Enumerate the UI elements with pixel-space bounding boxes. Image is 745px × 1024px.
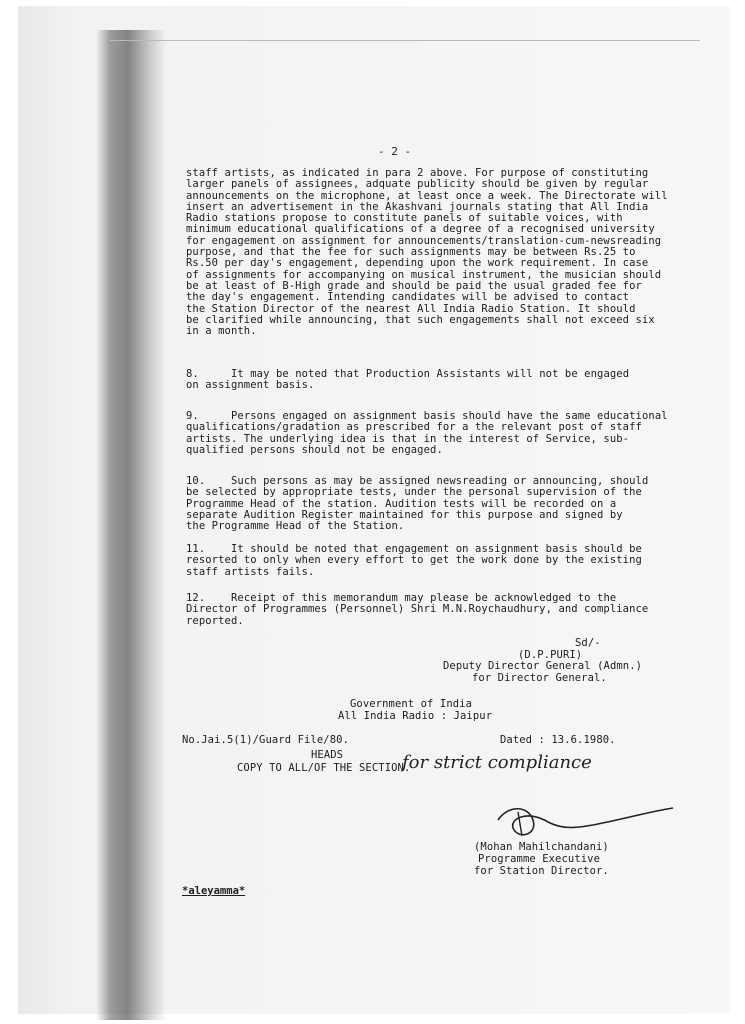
para-number: 9. bbox=[186, 410, 199, 422]
paragraph-10 bbox=[186, 476, 648, 532]
text-line: Receipt of this memorandum may please be acknowledged to the bbox=[231, 592, 617, 604]
signatory-for: for Director General. bbox=[472, 672, 607, 684]
para-number: 8. bbox=[186, 368, 199, 380]
para-number: 11. bbox=[186, 543, 206, 555]
text-line: be selected by appropriate tests, under the personal supervision of the bbox=[186, 486, 642, 499]
para-number: 10. bbox=[186, 475, 206, 487]
text-line: qualified persons should not be engaged. bbox=[186, 443, 443, 456]
text-line: of assignments for accompanying on musical instrument, the musician should bbox=[186, 268, 662, 281]
text-line: Rs.50 per day's engagement, depending upon the work requirement. In case bbox=[186, 257, 649, 270]
text-line: purpose, and that the fee for such assignments may be between Rs.25 to bbox=[186, 246, 636, 259]
text-line: It may be noted that Production Assistants will not be engaged bbox=[231, 368, 630, 380]
paragraph-7-continued bbox=[186, 168, 668, 337]
text-line: staff artists, as indicated in para 2 above. For purpose of constituting bbox=[186, 167, 649, 179]
text-line: in a month. bbox=[186, 325, 257, 338]
text-line: insert an advertisement in the Akashvani journals stating that All India bbox=[186, 200, 649, 213]
photocopy-shadow bbox=[96, 30, 166, 1020]
text-line: the Programme Head of the Station. bbox=[186, 520, 405, 533]
text-line: artists. The underlying idea is that in the interest of Service, sub- bbox=[186, 432, 630, 445]
text-line: It should be noted that engagement on assignment basis should be bbox=[231, 543, 642, 555]
page-number: - 2 - bbox=[378, 145, 412, 158]
text-line: Such persons as may be assigned newsreading or announcing, should bbox=[231, 475, 649, 487]
text-line: qualifications/gradation as prescribed for a the relevant post of staff bbox=[186, 421, 642, 434]
text-line: minimum educational qualifications of a degree of a recognised university bbox=[186, 223, 655, 236]
text-line: Director of Programmes (Personnel) Shri M.N.Roychaudhury, and compliance bbox=[186, 603, 649, 616]
paragraph-11 bbox=[186, 544, 642, 578]
text-line: Radio stations propose to constitute panels of suitable voices, with bbox=[186, 212, 623, 225]
sig2-name: (Mohan Mahilchandani) bbox=[474, 841, 609, 853]
handwritten-note: for strict compliance bbox=[402, 752, 592, 773]
para-number: 12. bbox=[186, 592, 206, 604]
text-line: larger panels of assignees, adquate publicity should be given by regular bbox=[186, 178, 649, 191]
text-line: Persons engaged on assignment basis should have the same educational bbox=[231, 410, 668, 422]
text-line: announcements on the microphone, at least once a week. The Directorate will bbox=[186, 189, 668, 202]
text-line: resorted to only when every effort to get the work done by the existing bbox=[186, 554, 642, 567]
station-line: All India Radio : Jaipur bbox=[338, 710, 493, 722]
typist-initials: *aleyamma* bbox=[182, 885, 246, 897]
paragraph-12 bbox=[186, 593, 648, 627]
paragraph-9 bbox=[186, 411, 668, 456]
gov-line: Government of India bbox=[350, 698, 473, 710]
text-line: be clarified while announcing, that such engagements shall not exceed six bbox=[186, 313, 655, 326]
top-rule bbox=[110, 40, 700, 41]
signatory-designation: Deputy Director General (Admn.) bbox=[443, 660, 643, 672]
text-line: separate Audition Register maintained for this purpose and signed by bbox=[186, 508, 623, 521]
sig2-for: for Station Director. bbox=[474, 865, 609, 877]
copy-to-line: COPY TO ALL/OF THE SECTION. bbox=[237, 762, 411, 774]
sig2-designation: Programme Executive bbox=[478, 853, 601, 865]
sd-mark: Sd/- bbox=[575, 637, 601, 649]
text-line: be at least of B-High grade and should be paid the usual graded fee for bbox=[186, 279, 642, 292]
signatory-name: (D.P.PURI) bbox=[518, 649, 583, 661]
file-number: No.Jai.5(1)/Guard File/80. bbox=[182, 734, 349, 746]
text-line: the Station Director of the nearest All India Radio Station. It should bbox=[186, 302, 636, 315]
text-line: reported. bbox=[186, 614, 244, 627]
paragraph-8 bbox=[186, 369, 629, 392]
text-line: for engagement on assignment for announcements/translation-cum-newsreading bbox=[186, 234, 662, 247]
heads-insertion: HEADS bbox=[311, 749, 344, 761]
text-line: staff artists fails. bbox=[186, 565, 315, 578]
text-line: the day's engagement. Intending candidates will be advised to contact bbox=[186, 291, 630, 304]
date: Dated : 13.6.1980. bbox=[500, 734, 616, 746]
text-line: on assignment basis. bbox=[186, 379, 315, 392]
text-line: Programme Head of the station. Audition tests will be recorded on a bbox=[186, 497, 617, 510]
